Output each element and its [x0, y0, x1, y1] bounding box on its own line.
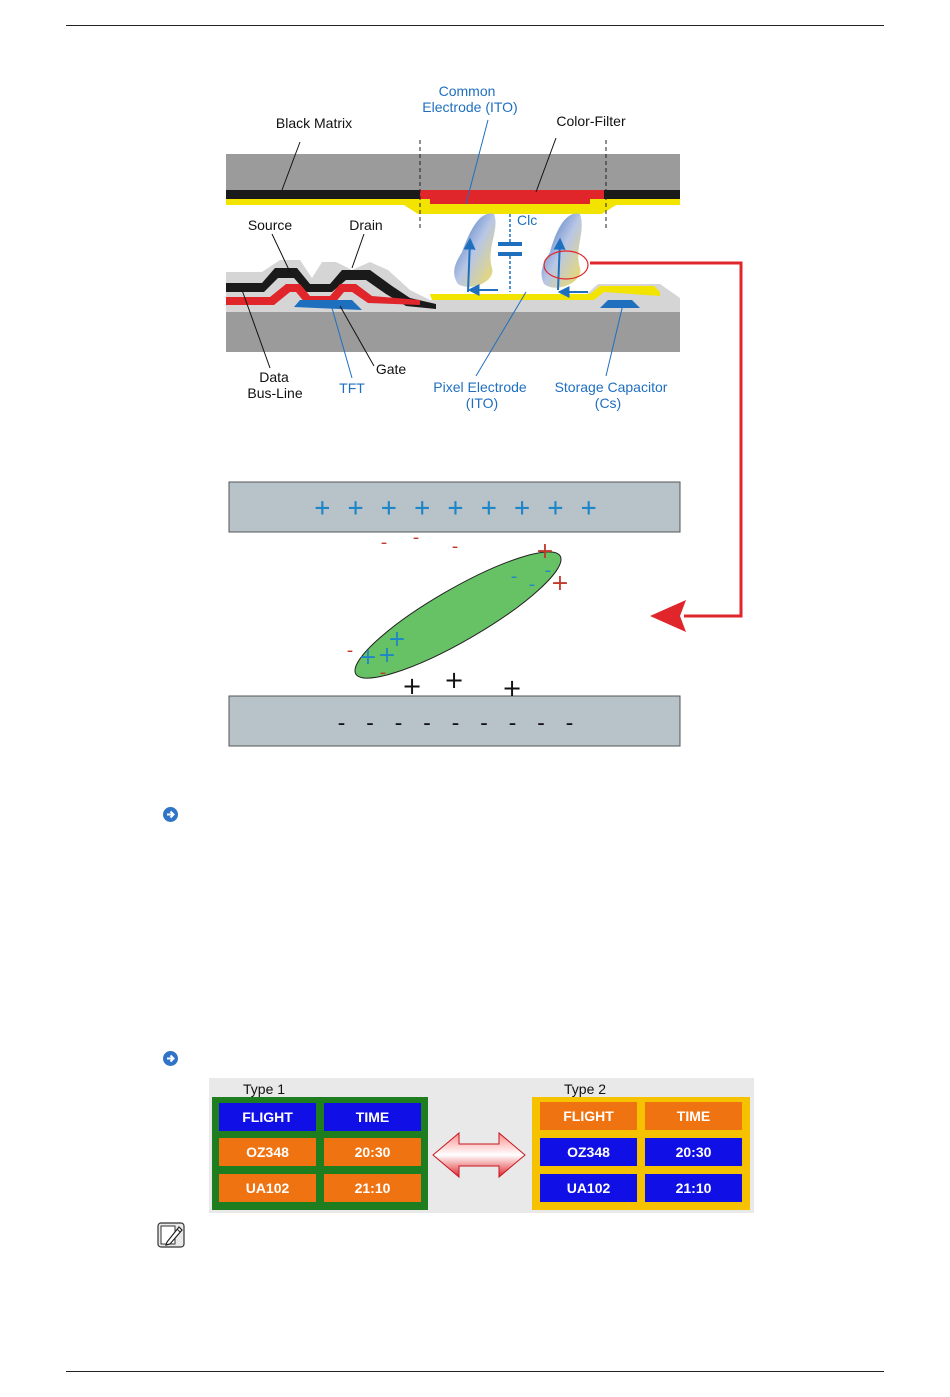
svg-text:-: -: [510, 566, 518, 587]
svg-text:+: +: [401, 672, 423, 700]
svg-text:-: -: [346, 640, 354, 661]
type1-row2-time: 21:10: [324, 1174, 421, 1202]
top-plate-charges: + + + + + + + + +: [314, 493, 598, 523]
svg-text:-: -: [379, 662, 387, 683]
label-pixel-electrode-1: Pixel Electrode: [433, 379, 527, 395]
label-gate: Gate: [375, 361, 407, 377]
svg-text:-: -: [380, 532, 388, 553]
label-storage-capacitor-2: (Cs): [594, 395, 622, 411]
type2-row2-time: 21:10: [645, 1174, 742, 1202]
pencil-note-icon: [157, 1222, 185, 1248]
type1-row1-flight: OZ348: [219, 1138, 316, 1166]
svg-text:+: +: [358, 645, 378, 670]
label-data-bus-2: Bus-Line: [247, 385, 303, 401]
type1-board: [212, 1097, 428, 1210]
label-source: Source: [247, 217, 293, 233]
type1-label: Type 1: [243, 1081, 286, 1097]
circle-arrow-icon: [162, 806, 179, 823]
label-pixel-electrode-2: (ITO): [465, 395, 499, 411]
black-matrix-right: [604, 190, 680, 199]
label-storage-capacitor-1: Storage Capacitor: [554, 379, 668, 395]
label-black-matrix: Black Matrix: [275, 115, 353, 131]
footer-rule: [66, 1371, 884, 1372]
label-drain: Drain: [349, 217, 383, 233]
svg-text:-: -: [412, 527, 420, 548]
label-clc: Clc: [517, 212, 538, 228]
black-matrix-left: [226, 190, 420, 199]
svg-text:-: -: [451, 536, 459, 557]
top-glass: [226, 154, 680, 192]
type1-row2-flight: UA102: [219, 1174, 316, 1202]
lc-molecule-left: [454, 213, 495, 286]
color-filter-layer: [420, 190, 604, 199]
bottom-glass: [226, 312, 680, 352]
svg-text:+: +: [377, 643, 397, 668]
type1-header-time: TIME: [324, 1103, 421, 1131]
type2-row2-flight: UA102: [540, 1174, 637, 1202]
type2-label: Type 2: [564, 1081, 607, 1097]
type2-board: [532, 1097, 750, 1210]
circle-arrow-icon: [162, 1050, 179, 1067]
type1-header-flight: FLIGHT: [219, 1103, 316, 1131]
svg-text:+: +: [387, 627, 407, 652]
type1-row1-time: 20:30: [324, 1138, 421, 1166]
common-electrode-layer: [430, 198, 590, 204]
label-color-filter: Color-Filter: [556, 113, 626, 129]
display-type-panel: [209, 1078, 754, 1213]
svg-text:-: -: [544, 560, 552, 581]
svg-text:+: +: [550, 571, 570, 596]
label-tft: TFT: [339, 380, 365, 396]
type2-row1-flight: OZ348: [540, 1138, 637, 1166]
svg-text:+: +: [443, 666, 465, 694]
type2-header-time: TIME: [645, 1102, 742, 1130]
type2-row1-time: 20:30: [645, 1138, 742, 1166]
label-common-electrode-2: Electrode (ITO): [422, 99, 518, 115]
bottom-plate-charges: - - - - - - - - -: [334, 711, 578, 736]
zoom-arrow-head: [650, 600, 686, 632]
label-data-bus-1: Data: [259, 369, 289, 385]
label-common-electrode-1: Common: [438, 83, 496, 99]
lc-molecule-right: [542, 213, 582, 287]
svg-text:+: +: [535, 539, 555, 564]
type2-header-flight: FLIGHT: [540, 1102, 637, 1130]
svg-text:+: +: [501, 674, 523, 702]
svg-text:-: -: [528, 574, 536, 595]
double-arrow-icon: [431, 1130, 527, 1180]
